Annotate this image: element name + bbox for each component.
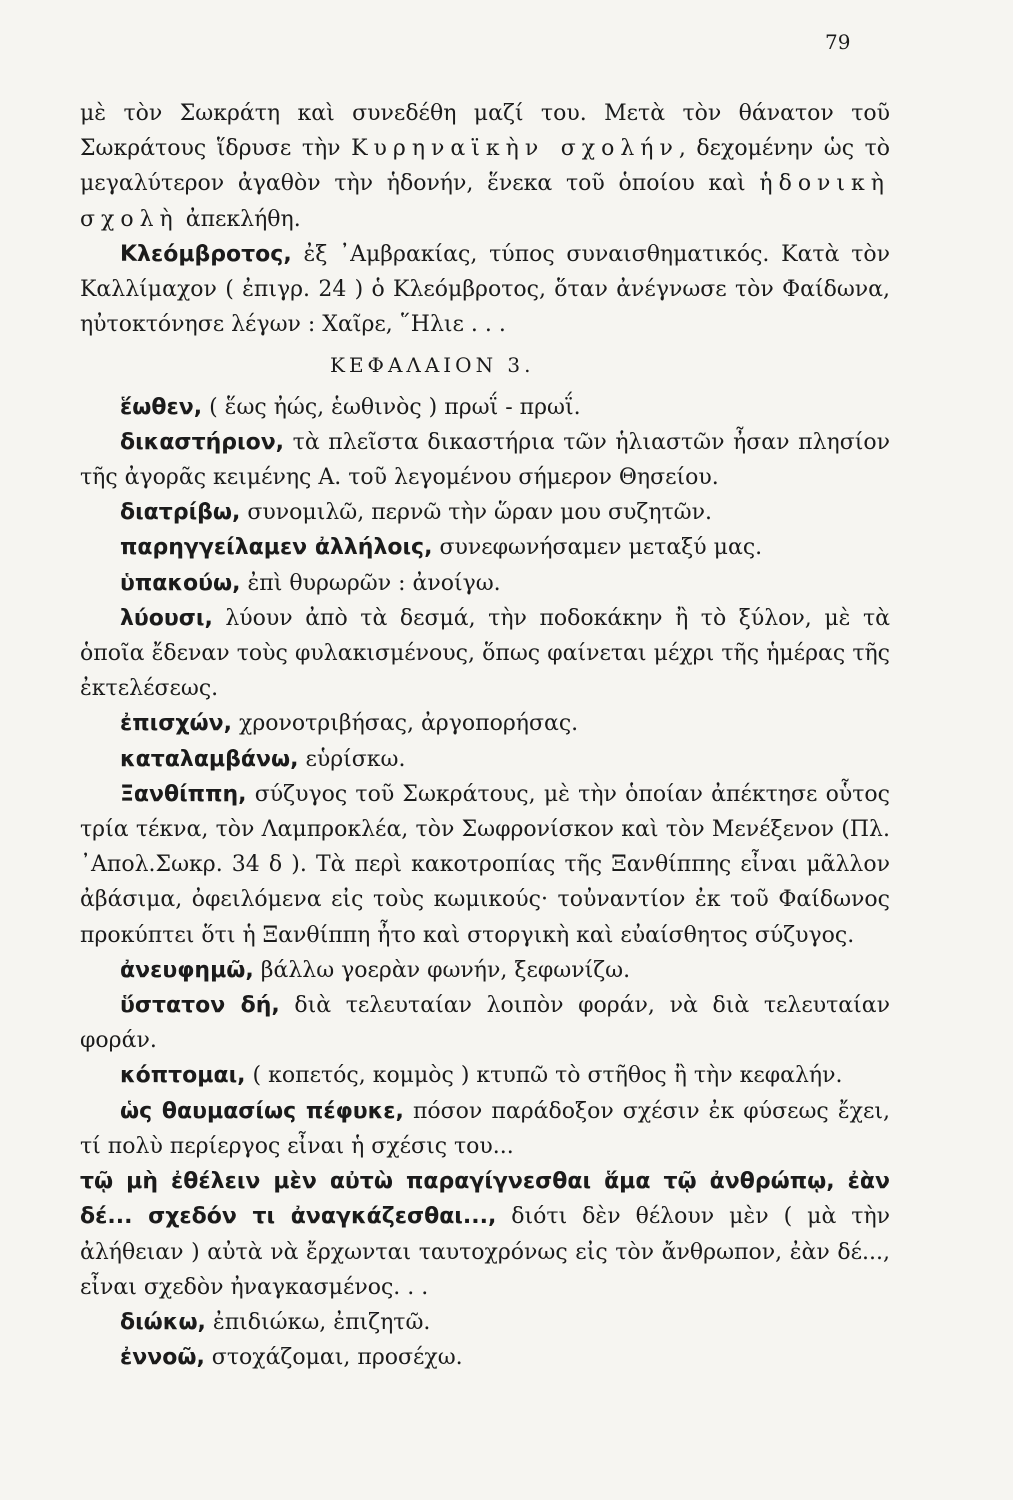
glossary-entry [80,1340,890,1375]
entry-headword: διώκω, [120,1309,206,1335]
kleombrotos-headword: Κλεόμβροτος, [120,241,292,267]
entry-headword: κόπτομαι, [120,1063,246,1089]
entry-headword: ἕωθεν, [120,394,203,420]
entry-definition: βάλλω γοερὰν φωνήν, ξεφωνίζω. [253,957,631,983]
glossary-entry [80,742,890,777]
entry-definition: λύουν ἀπὸ τὰ δεσμά, τὴν ποδοκάκην ἢ τὸ ξύλον, μὲ τὰ ὁποῖα ἔδεναν τοὺς φυλακισμένους, ὅπως φαίνεται μέχρι τῆς ἡμέρας τῆς ἐκτελέσεως. [80,605,890,702]
glossary-entry [80,390,890,425]
entry-definition: πόσον παράδοξον σχέσιν ἐκ φύσεως ἔχει, τί πολὺ περίεργος εἶναι ἡ σχέσις του... [80,1098,890,1159]
glossary-entry [80,706,890,741]
entry-headword: ὡς θαυμασίως πέφυκε, [120,1098,404,1124]
page-number: 79 [825,30,851,54]
glossary-entry [80,953,890,988]
chapter-title: ΚΕΦΑΛΑΙΟΝ 3. [330,353,535,378]
entry-definition: ( ἕως ἠώς, ἑωθινὸς ) πρωΐ - πρωΐ. [202,394,581,420]
glossary-entry [80,1058,890,1093]
entry-definition: τὰ πλεῖστα δικαστήρια τῶν ἡλιαστῶν ἦσαν πλησίον τῆς ἀγορᾶς κειμένης Α. τοῦ λεγομένου σήμερον Θησείου. [80,429,890,491]
entry-headword: ὑπακούω, [120,570,241,596]
entry-definition: διότι δὲν θέλουν μὲν ( μὰ τὴν ἀλήθειαν ) αὐτὰ νὰ ἔρχωνται ταυτοχρόνως εἰς τὸν ἄνθρωπον, ἐὰν δέ..., εἶναι σχεδὸν ἠναγκασμένος. . . [80,1204,891,1300]
kleombrotos-paragraph [80,237,890,343]
entry-headword: ὕστατον δή, [120,993,280,1019]
entry-definition: συνομιλῶ, περνῶ τὴν ὥραν μου συζητῶν. [240,500,712,526]
entry-definition: διὰ τελευταίαν λοιπὸν φοράν, νὰ διὰ τελευταίαν φοράν. [80,993,890,1054]
glossary-entry [80,425,890,495]
glossary-entry [80,601,890,707]
entry-headword: δικαστήριον, [120,429,285,455]
page-body [80,96,890,1375]
entry-definition: εὑρίσκω. [298,746,406,772]
glossary-entry [80,495,890,530]
school-name-cyrenaic: Κυρηναϊκὴν σχολήν [351,136,679,162]
entry-definition: ἐπὶ θυρωρῶν : ἀνοίγω. [240,570,501,596]
glossary-entry [80,777,890,953]
glossary-entry [80,1094,890,1164]
entry-headword: καταλαμβάνω, [120,746,299,772]
intro-paragraph [80,96,890,237]
glossary-entry-long [80,1164,890,1305]
entry-definition: ἐπιδιώκω, ἐπιζητῶ. [205,1309,431,1335]
glossary-entry [80,988,890,1058]
intro-text-3: ἀπεκλήθη. [178,206,301,232]
entry-definition: σύζυγος τοῦ Σωκράτους, μὲ τὴν ὁποίαν ἀπέκτησε οὗτος τρία τέκνα, τὸν Λαμπροκλέα, τὸν Σωφρονίσκον καὶ τὸν Μενέξενον (Πλ. ᾿Απολ.Σωκρ. 34 δ ). Τὰ περὶ κακοτροπίας τῆς Ξανθίππης εἶναι μᾶλλον ἀβάσιμα, ὀφειλόμενα εἰς τοὺς κωμικούς· τοὐναντίον ἐκ τοῦ Φαίδωνος προκύπτει ὅτι ἡ Ξανθίππη ἦτο καὶ στοργικὴ καὶ εὐαίσθητος σύζυγος. [80,781,890,948]
glossary-entry [80,530,890,565]
glossary-entries [80,390,890,1164]
entry-headword: παρηγγείλαμεν ἀλλήλοις, [120,535,433,561]
entry-headword: ἀνευφημῶ, [120,957,254,983]
glossary-entries-final [80,1305,890,1375]
entry-headword: ἐπισχών, [120,711,233,737]
intro-text-1: μὲ τὸν Σωκράτη καὶ συνεδέθη μαζί του. Μετὰ τὸν θάνατον τοῦ Σωκράτους ἵδρυσε τὴν [80,101,890,162]
entry-headword: Ξανθίππη, [120,781,247,807]
entry-headword: λύουσι, [120,605,213,631]
entry-headword: τῷ μὴ ἐθέλειν μὲν αὐτὼ παραγίγνεσθαι ἅμα τῷ ἀνθρώπῳ, ἐὰν δέ... σχεδόν τι ἀναγκάζεσθαι..., [80,1169,890,1230]
intro-text-2: , δεχομένην ὡς τὸ μεγαλύτερον ἀγαθὸν τὴν ἡδονήν, ἕνεκα τοῦ ὁποίου καὶ [80,136,890,197]
glossary-entry [80,566,890,601]
glossary-entry [80,1305,890,1340]
entry-headword: ἐννοῶ, [120,1345,205,1371]
entry-definition: ( κοπετός, κομμὸς ) κτυπῶ τὸ στῆθος ἢ τὴν κεφαλήν. [245,1063,843,1089]
school-name-hedonic: ἡδονικὴ σχολὴ [80,171,890,232]
entry-headword: διατρίβω, [120,500,241,526]
entry-definition: συνεφωνήσαμεν μεταξύ μας. [432,535,763,561]
kleombrotos-text: ἐξ ᾿Αμβρακίας, τύπος συναισθηματικός. Κατὰ τὸν Καλλίμαχον ( ἐπιγρ. 24 ) ὁ Κλεόμβροτος, ὅταν ἀνέγνωσε τὸν Φαίδωνα, ηὐτοκτόνησε λέγων : Χαῖρε, ῞Ηλιε . . . [80,241,890,338]
entry-definition: χρονοτριβήσας, ἀργοπορήσας. [232,711,579,737]
entry-definition: στοχάζομαι, προσέχω. [204,1345,463,1371]
